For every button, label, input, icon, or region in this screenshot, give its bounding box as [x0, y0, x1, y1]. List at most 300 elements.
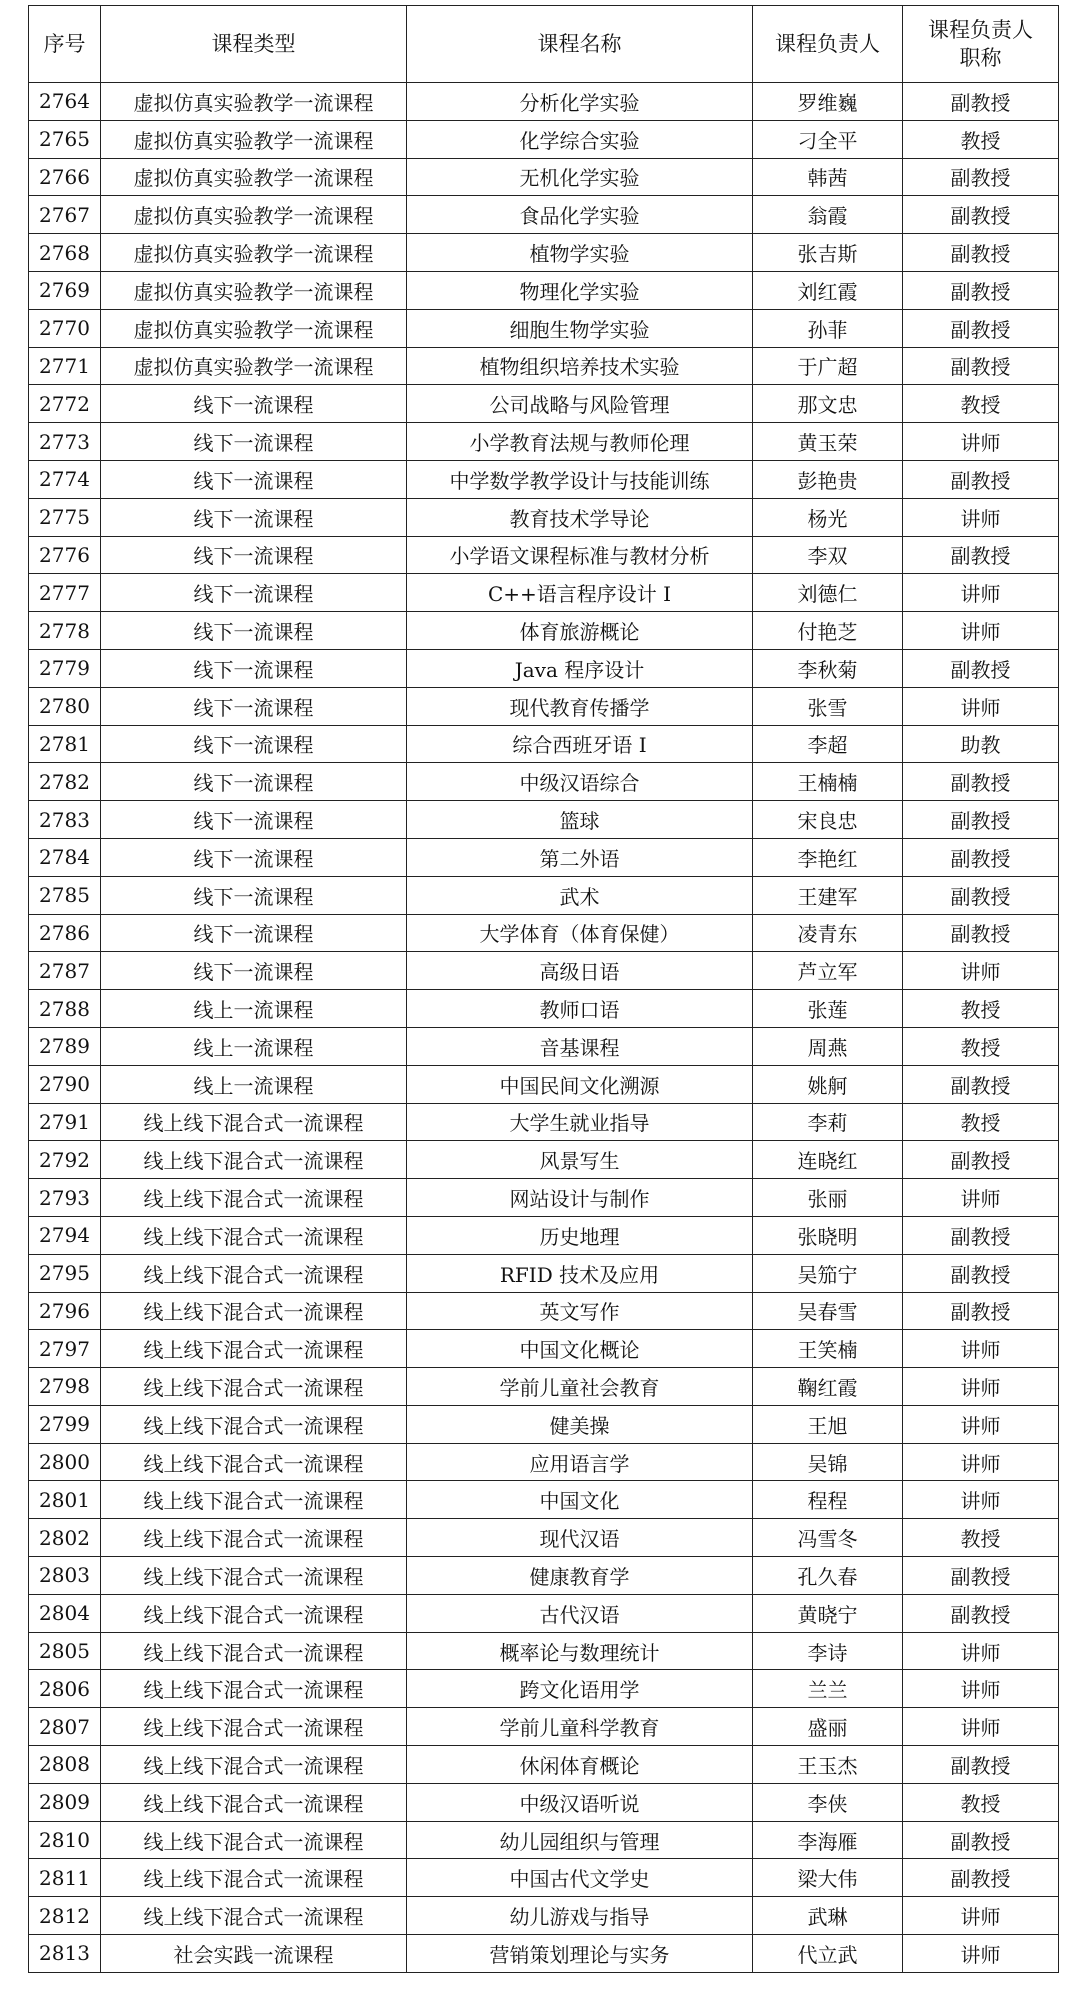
- cell-course-name: 中学数学教学设计与技能训练: [407, 460, 753, 498]
- cell-course-type: 线上线下混合式一流课程: [101, 1821, 407, 1859]
- cell-no: 2768: [29, 234, 101, 272]
- cell-course-type: 线上线下混合式一流课程: [101, 1254, 407, 1292]
- table-row: [29, 574, 1059, 612]
- cell-no: 2766: [29, 158, 101, 196]
- cell-owner-title: 副教授: [903, 83, 1059, 121]
- cell-course-owner: 彭艳贵: [753, 460, 903, 498]
- cell-course-owner: 吴笳宁: [753, 1254, 903, 1292]
- header-owner-title: [903, 6, 1059, 83]
- cell-course-owner: 黄玉荣: [753, 423, 903, 461]
- cell-course-type: 线上线下混合式一流课程: [101, 1330, 407, 1368]
- cell-owner-title: 教授: [903, 1103, 1059, 1141]
- cell-course-owner: 杨光: [753, 498, 903, 536]
- cell-course-name: 体育旅游概论: [407, 612, 753, 650]
- cell-course-type: 虚拟仿真实验教学一流课程: [101, 234, 407, 272]
- cell-course-name: 现代教育传播学: [407, 687, 753, 725]
- cell-course-owner: 程程: [753, 1481, 903, 1519]
- cell-owner-title: 教授: [903, 120, 1059, 158]
- cell-course-owner: 张雪: [753, 687, 903, 725]
- table-row: [29, 838, 1059, 876]
- cell-no: 2810: [29, 1821, 101, 1859]
- cell-no: 2789: [29, 1027, 101, 1065]
- cell-owner-title: 副教授: [903, 234, 1059, 272]
- cell-course-owner: 张晓明: [753, 1216, 903, 1254]
- cell-course-name: 历史地理: [407, 1216, 753, 1254]
- cell-owner-title: 副教授: [903, 1141, 1059, 1179]
- cell-owner-title: 副教授: [903, 196, 1059, 234]
- cell-no: 2779: [29, 649, 101, 687]
- cell-course-type: 线上线下混合式一流课程: [101, 1481, 407, 1519]
- table-row: [29, 460, 1059, 498]
- cell-course-type: 线上线下混合式一流课程: [101, 1859, 407, 1897]
- cell-course-owner: 张丽: [753, 1179, 903, 1217]
- table-row: [29, 1405, 1059, 1443]
- cell-course-owner: 冯雪冬: [753, 1519, 903, 1557]
- cell-course-type: 虚拟仿真实验教学一流课程: [101, 271, 407, 309]
- table-header-row: [29, 6, 1059, 83]
- cell-course-owner: 周燕: [753, 1027, 903, 1065]
- table-body: [29, 83, 1059, 1973]
- cell-course-name: 分析化学实验: [407, 83, 753, 121]
- cell-course-name: 古代汉语: [407, 1594, 753, 1632]
- cell-owner-title: 副教授: [903, 649, 1059, 687]
- cell-owner-title: 副教授: [903, 1821, 1059, 1859]
- cell-no: 2785: [29, 876, 101, 914]
- table-row: [29, 801, 1059, 839]
- table-row: [29, 1103, 1059, 1141]
- cell-course-owner: 盛丽: [753, 1708, 903, 1746]
- cell-owner-title: 讲师: [903, 1368, 1059, 1406]
- cell-course-type: 线上线下混合式一流课程: [101, 1708, 407, 1746]
- cell-course-type: 线下一流课程: [101, 498, 407, 536]
- cell-owner-title: 副教授: [903, 1254, 1059, 1292]
- table-row: [29, 347, 1059, 385]
- cell-no: 2780: [29, 687, 101, 725]
- cell-course-name: 中国古代文学史: [407, 1859, 753, 1897]
- cell-owner-title: 讲师: [903, 498, 1059, 536]
- cell-no: 2797: [29, 1330, 101, 1368]
- table-row: [29, 1443, 1059, 1481]
- table-row: [29, 1821, 1059, 1859]
- cell-course-name: 跨文化语用学: [407, 1670, 753, 1708]
- cell-course-type: 线下一流课程: [101, 536, 407, 574]
- table-row: [29, 536, 1059, 574]
- cell-course-owner: 那文忠: [753, 385, 903, 423]
- cell-course-name: 健康教育学: [407, 1557, 753, 1595]
- cell-course-name: 中国文化概论: [407, 1330, 753, 1368]
- table-row: [29, 1859, 1059, 1897]
- header-course-type: 课程类型: [101, 6, 407, 83]
- cell-course-type: 线上线下混合式一流课程: [101, 1594, 407, 1632]
- table-row: [29, 83, 1059, 121]
- table-row: [29, 309, 1059, 347]
- cell-course-name: 物理化学实验: [407, 271, 753, 309]
- cell-no: 2772: [29, 385, 101, 423]
- table-row: [29, 1330, 1059, 1368]
- table-row: [29, 1141, 1059, 1179]
- table-row: [29, 423, 1059, 461]
- cell-course-name: 食品化学实验: [407, 196, 753, 234]
- cell-course-owner: 罗维巍: [753, 83, 903, 121]
- cell-course-type: 线上线下混合式一流课程: [101, 1141, 407, 1179]
- cell-owner-title: 讲师: [903, 423, 1059, 461]
- cell-course-type: 线下一流课程: [101, 612, 407, 650]
- cell-owner-title: 讲师: [903, 1179, 1059, 1217]
- cell-course-name: 现代汉语: [407, 1519, 753, 1557]
- cell-owner-title: 讲师: [903, 1632, 1059, 1670]
- cell-course-owner: 王建军: [753, 876, 903, 914]
- cell-course-type: 线下一流课程: [101, 649, 407, 687]
- cell-course-owner: 李诗: [753, 1632, 903, 1670]
- table-row: [29, 1594, 1059, 1632]
- cell-course-type: 线上线下混合式一流课程: [101, 1670, 407, 1708]
- cell-owner-title: 讲师: [903, 952, 1059, 990]
- cell-course-type: 虚拟仿真实验教学一流课程: [101, 196, 407, 234]
- cell-course-owner: 李秋菊: [753, 649, 903, 687]
- cell-course-type: 线上线下混合式一流课程: [101, 1443, 407, 1481]
- cell-course-type: 线下一流课程: [101, 801, 407, 839]
- cell-no: 2800: [29, 1443, 101, 1481]
- cell-owner-title: 副教授: [903, 1746, 1059, 1784]
- cell-course-name: 学前儿童科学教育: [407, 1708, 753, 1746]
- cell-course-owner: 宋良忠: [753, 801, 903, 839]
- cell-course-owner: 兰兰: [753, 1670, 903, 1708]
- cell-course-type: 虚拟仿真实验教学一流课程: [101, 347, 407, 385]
- cell-course-name: C++语言程序设计 I: [407, 574, 753, 612]
- cell-course-owner: 李双: [753, 536, 903, 574]
- cell-owner-title: 教授: [903, 1783, 1059, 1821]
- cell-owner-title: 讲师: [903, 1670, 1059, 1708]
- cell-no: 2805: [29, 1632, 101, 1670]
- cell-course-name: 大学生就业指导: [407, 1103, 753, 1141]
- cell-course-type: 线下一流课程: [101, 687, 407, 725]
- cell-owner-title: 副教授: [903, 158, 1059, 196]
- cell-course-name: 综合西班牙语 I: [407, 725, 753, 763]
- cell-course-owner: 孙菲: [753, 309, 903, 347]
- cell-course-type: 虚拟仿真实验教学一流课程: [101, 120, 407, 158]
- table-row: [29, 1292, 1059, 1330]
- cell-course-owner: 代立武: [753, 1935, 903, 1973]
- table-row: [29, 1368, 1059, 1406]
- cell-course-owner: 韩茜: [753, 158, 903, 196]
- cell-course-name: 网站设计与制作: [407, 1179, 753, 1217]
- table-row: [29, 385, 1059, 423]
- cell-no: 2790: [29, 1065, 101, 1103]
- cell-no: 2786: [29, 914, 101, 952]
- cell-no: 2812: [29, 1897, 101, 1935]
- cell-course-owner: 梁大伟: [753, 1859, 903, 1897]
- cell-no: 2801: [29, 1481, 101, 1519]
- cell-course-type: 线下一流课程: [101, 385, 407, 423]
- cell-course-type: 线下一流课程: [101, 914, 407, 952]
- cell-course-type: 线上线下混合式一流课程: [101, 1405, 407, 1443]
- cell-owner-title: 副教授: [903, 838, 1059, 876]
- table-row: [29, 1746, 1059, 1784]
- cell-owner-title: 副教授: [903, 309, 1059, 347]
- cell-course-type: 线下一流课程: [101, 876, 407, 914]
- cell-course-name: 音基课程: [407, 1027, 753, 1065]
- cell-course-name: 中国文化: [407, 1481, 753, 1519]
- cell-course-name: 第二外语: [407, 838, 753, 876]
- cell-course-type: 线下一流课程: [101, 574, 407, 612]
- cell-course-owner: 刘红霞: [753, 271, 903, 309]
- cell-course-name: 中级汉语听说: [407, 1783, 753, 1821]
- cell-owner-title: 副教授: [903, 536, 1059, 574]
- cell-course-type: 线下一流课程: [101, 952, 407, 990]
- cell-course-name: 篮球: [407, 801, 753, 839]
- table-row: [29, 1065, 1059, 1103]
- cell-course-owner: 翁霞: [753, 196, 903, 234]
- cell-no: 2781: [29, 725, 101, 763]
- cell-course-owner: 李莉: [753, 1103, 903, 1141]
- cell-course-name: 武术: [407, 876, 753, 914]
- cell-course-name: 化学综合实验: [407, 120, 753, 158]
- cell-no: 2767: [29, 196, 101, 234]
- cell-course-name: 风景写生: [407, 1141, 753, 1179]
- cell-course-owner: 于广超: [753, 347, 903, 385]
- cell-no: 2808: [29, 1746, 101, 1784]
- cell-owner-title: 讲师: [903, 1443, 1059, 1481]
- cell-no: 2788: [29, 990, 101, 1028]
- table-row: [29, 271, 1059, 309]
- cell-owner-title: 副教授: [903, 460, 1059, 498]
- cell-course-type: 线上线下混合式一流课程: [101, 1216, 407, 1254]
- cell-no: 2803: [29, 1557, 101, 1595]
- table-row: [29, 649, 1059, 687]
- cell-course-owner: 李艳红: [753, 838, 903, 876]
- table-row: [29, 990, 1059, 1028]
- header-course-owner: 课程负责人: [753, 6, 903, 83]
- cell-no: 2795: [29, 1254, 101, 1292]
- cell-course-type: 线上一流课程: [101, 1027, 407, 1065]
- cell-course-owner: 孔久春: [753, 1557, 903, 1595]
- cell-course-name: 概率论与数理统计: [407, 1632, 753, 1670]
- cell-owner-title: 副教授: [903, 271, 1059, 309]
- cell-owner-title: 副教授: [903, 1292, 1059, 1330]
- cell-course-owner: 芦立军: [753, 952, 903, 990]
- cell-owner-title: 讲师: [903, 1708, 1059, 1746]
- cell-course-type: 线下一流课程: [101, 838, 407, 876]
- cell-course-type: 线上线下混合式一流课程: [101, 1746, 407, 1784]
- cell-course-owner: 李侠: [753, 1783, 903, 1821]
- cell-no: 2769: [29, 271, 101, 309]
- cell-course-type: 线上线下混合式一流课程: [101, 1519, 407, 1557]
- cell-owner-title: 副教授: [903, 1859, 1059, 1897]
- cell-no: 2804: [29, 1594, 101, 1632]
- cell-course-name: 营销策划理论与实务: [407, 1935, 753, 1973]
- cell-course-owner: 李海雁: [753, 1821, 903, 1859]
- cell-no: 2793: [29, 1179, 101, 1217]
- cell-no: 2770: [29, 309, 101, 347]
- header-owner-title-line1: 课程负责人: [928, 17, 1033, 42]
- cell-course-owner: 李超: [753, 725, 903, 763]
- cell-course-owner: 吴锦: [753, 1443, 903, 1481]
- cell-no: 2784: [29, 838, 101, 876]
- cell-course-type: 线上线下混合式一流课程: [101, 1179, 407, 1217]
- header-course-name: 课程名称: [407, 6, 753, 83]
- cell-course-owner: 鞠红霞: [753, 1368, 903, 1406]
- cell-course-type: 线上线下混合式一流课程: [101, 1557, 407, 1595]
- cell-owner-title: 副教授: [903, 347, 1059, 385]
- cell-course-type: 线下一流课程: [101, 763, 407, 801]
- table-row: [29, 1179, 1059, 1217]
- cell-owner-title: 副教授: [903, 1065, 1059, 1103]
- cell-course-owner: 刁全平: [753, 120, 903, 158]
- table-row: [29, 876, 1059, 914]
- cell-owner-title: 副教授: [903, 763, 1059, 801]
- cell-no: 2776: [29, 536, 101, 574]
- cell-owner-title: 副教授: [903, 1216, 1059, 1254]
- cell-course-name: 中级汉语综合: [407, 763, 753, 801]
- cell-course-type: 线下一流课程: [101, 423, 407, 461]
- table-row: [29, 725, 1059, 763]
- cell-course-name: 植物组织培养技术实验: [407, 347, 753, 385]
- cell-no: 2796: [29, 1292, 101, 1330]
- header-no: 序号: [29, 6, 101, 83]
- cell-course-name: 教师口语: [407, 990, 753, 1028]
- cell-course-name: 大学体育（体育保健）: [407, 914, 753, 952]
- cell-course-type: 线下一流课程: [101, 460, 407, 498]
- cell-owner-title: 教授: [903, 990, 1059, 1028]
- cell-course-owner: 姚舸: [753, 1065, 903, 1103]
- table-row: [29, 1557, 1059, 1595]
- header-owner-title-line2: 职称: [959, 46, 1002, 70]
- cell-no: 2774: [29, 460, 101, 498]
- cell-no: 2813: [29, 1935, 101, 1973]
- cell-course-owner: 刘德仁: [753, 574, 903, 612]
- cell-course-type: 虚拟仿真实验教学一流课程: [101, 83, 407, 121]
- table-row: [29, 1783, 1059, 1821]
- cell-course-type: 线下一流课程: [101, 725, 407, 763]
- cell-course-type: 线上线下混合式一流课程: [101, 1103, 407, 1141]
- cell-owner-title: 教授: [903, 1027, 1059, 1065]
- cell-course-name: 学前儿童社会教育: [407, 1368, 753, 1406]
- cell-no: 2791: [29, 1103, 101, 1141]
- table-row: [29, 498, 1059, 536]
- cell-no: 2783: [29, 801, 101, 839]
- cell-owner-title: 讲师: [903, 1897, 1059, 1935]
- table-row: [29, 234, 1059, 272]
- cell-course-owner: 武琳: [753, 1897, 903, 1935]
- cell-course-name: 细胞生物学实验: [407, 309, 753, 347]
- cell-course-name: 公司战略与风险管理: [407, 385, 753, 423]
- cell-course-name: 小学语文课程标准与教材分析: [407, 536, 753, 574]
- cell-no: 2792: [29, 1141, 101, 1179]
- cell-course-owner: 张吉斯: [753, 234, 903, 272]
- cell-course-name: 健美操: [407, 1405, 753, 1443]
- cell-course-name: 幼儿游戏与指导: [407, 1897, 753, 1935]
- cell-course-owner: 吴春雪: [753, 1292, 903, 1330]
- cell-no: 2806: [29, 1670, 101, 1708]
- cell-course-owner: 王旭: [753, 1405, 903, 1443]
- cell-no: 2773: [29, 423, 101, 461]
- cell-course-type: 社会实践一流课程: [101, 1935, 407, 1973]
- cell-no: 2782: [29, 763, 101, 801]
- table-row: [29, 1216, 1059, 1254]
- cell-owner-title: 讲师: [903, 612, 1059, 650]
- cell-course-name: 植物学实验: [407, 234, 753, 272]
- cell-owner-title: 副教授: [903, 801, 1059, 839]
- cell-course-type: 线上线下混合式一流课程: [101, 1368, 407, 1406]
- cell-course-type: 线上线下混合式一流课程: [101, 1897, 407, 1935]
- cell-no: 2798: [29, 1368, 101, 1406]
- cell-course-name: Java 程序设计: [407, 649, 753, 687]
- table-row: [29, 158, 1059, 196]
- cell-no: 2764: [29, 83, 101, 121]
- cell-owner-title: 讲师: [903, 574, 1059, 612]
- cell-course-owner: 张莲: [753, 990, 903, 1028]
- table-row: [29, 1481, 1059, 1519]
- table-row: [29, 1519, 1059, 1557]
- cell-owner-title: 教授: [903, 385, 1059, 423]
- cell-owner-title: 讲师: [903, 687, 1059, 725]
- table-row: [29, 196, 1059, 234]
- table-row: [29, 120, 1059, 158]
- cell-course-type: 虚拟仿真实验教学一流课程: [101, 309, 407, 347]
- cell-no: 2799: [29, 1405, 101, 1443]
- cell-no: 2777: [29, 574, 101, 612]
- table-row: [29, 1632, 1059, 1670]
- cell-no: 2771: [29, 347, 101, 385]
- cell-course-name: 休闲体育概论: [407, 1746, 753, 1784]
- cell-course-type: 线上一流课程: [101, 1065, 407, 1103]
- cell-course-name: RFID 技术及应用: [407, 1254, 753, 1292]
- cell-course-owner: 王楠楠: [753, 763, 903, 801]
- cell-no: 2775: [29, 498, 101, 536]
- cell-course-owner: 凌青东: [753, 914, 903, 952]
- table-row: [29, 1027, 1059, 1065]
- cell-course-name: 中国民间文化溯源: [407, 1065, 753, 1103]
- cell-course-type: 线上一流课程: [101, 990, 407, 1028]
- cell-course-owner: 王玉杰: [753, 1746, 903, 1784]
- table-row: [29, 687, 1059, 725]
- cell-course-owner: 连晓红: [753, 1141, 903, 1179]
- cell-course-type: 线上线下混合式一流课程: [101, 1632, 407, 1670]
- cell-no: 2778: [29, 612, 101, 650]
- cell-course-type: 虚拟仿真实验教学一流课程: [101, 158, 407, 196]
- cell-owner-title: 副教授: [903, 1594, 1059, 1632]
- cell-no: 2787: [29, 952, 101, 990]
- table-row: [29, 1254, 1059, 1292]
- cell-no: 2794: [29, 1216, 101, 1254]
- cell-course-name: 应用语言学: [407, 1443, 753, 1481]
- cell-course-name: 英文写作: [407, 1292, 753, 1330]
- cell-owner-title: 副教授: [903, 876, 1059, 914]
- cell-owner-title: 讲师: [903, 1935, 1059, 1973]
- cell-course-owner: 付艳芝: [753, 612, 903, 650]
- cell-course-name: 幼儿园组织与管理: [407, 1821, 753, 1859]
- cell-no: 2811: [29, 1859, 101, 1897]
- cell-owner-title: 助教: [903, 725, 1059, 763]
- cell-no: 2807: [29, 1708, 101, 1746]
- cell-course-owner: 王笑楠: [753, 1330, 903, 1368]
- table-row: [29, 612, 1059, 650]
- cell-owner-title: 副教授: [903, 1557, 1059, 1595]
- cell-course-owner: 黄晓宁: [753, 1594, 903, 1632]
- cell-owner-title: 讲师: [903, 1405, 1059, 1443]
- table-row: [29, 1935, 1059, 1973]
- cell-owner-title: 副教授: [903, 914, 1059, 952]
- cell-owner-title: 讲师: [903, 1481, 1059, 1519]
- cell-owner-title: 讲师: [903, 1330, 1059, 1368]
- table-row: [29, 763, 1059, 801]
- cell-course-name: 高级日语: [407, 952, 753, 990]
- table-row: [29, 914, 1059, 952]
- cell-course-name: 教育技术学导论: [407, 498, 753, 536]
- table-row: [29, 952, 1059, 990]
- table-row: [29, 1708, 1059, 1746]
- cell-course-type: 线上线下混合式一流课程: [101, 1783, 407, 1821]
